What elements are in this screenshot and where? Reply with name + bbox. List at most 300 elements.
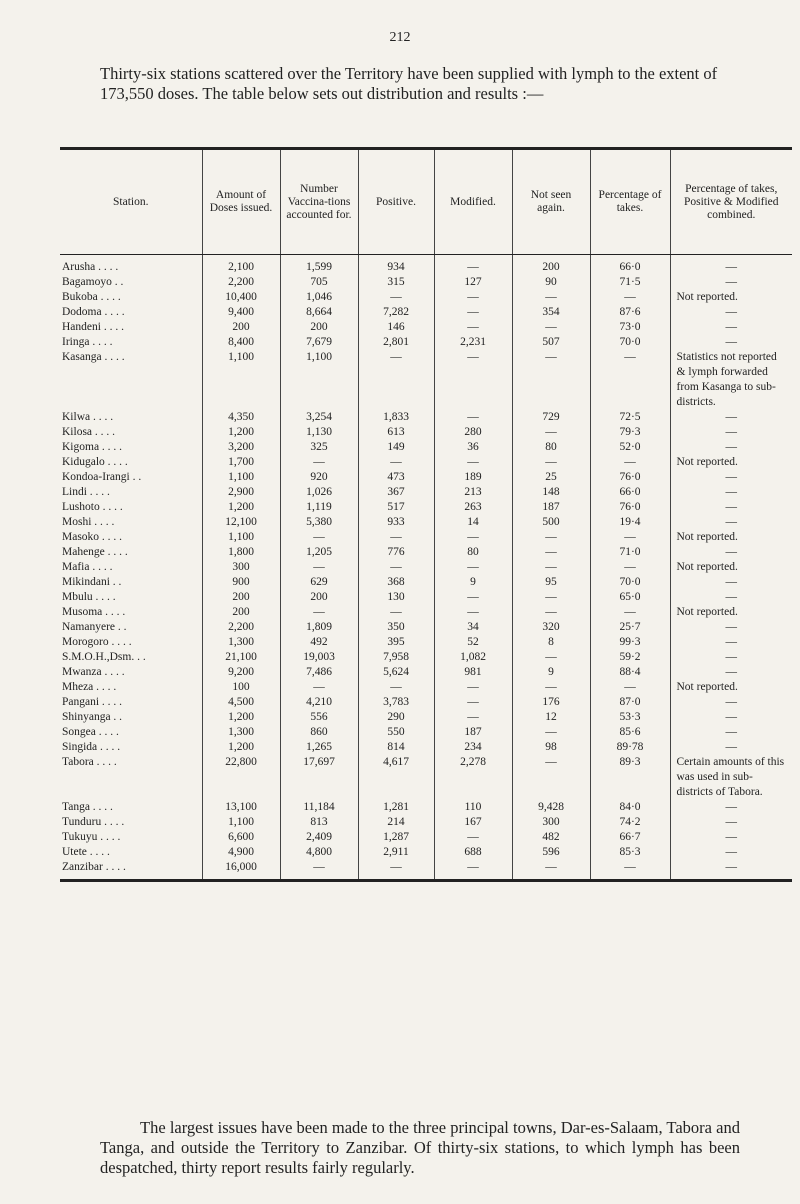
cell-percentage: 89·3 (590, 755, 670, 800)
cell-remarks: — (670, 800, 792, 815)
cell-not-seen: 596 (512, 845, 590, 860)
cell-not-seen: 80 (512, 440, 590, 455)
cell-positive: 395 (358, 635, 434, 650)
cell-station: Utete . . . . (62, 846, 110, 858)
table-row (60, 860, 792, 879)
cell-percentage: 76·0 (590, 470, 670, 485)
table-row (60, 305, 792, 320)
cell-modified: — (434, 290, 512, 305)
cell-modified: 14 (434, 515, 512, 530)
cell-modified: — (434, 590, 512, 605)
cell-modified: 34 (434, 620, 512, 635)
cell-vaccinations-accounted: 920 (280, 470, 358, 485)
cell-remarks: — (670, 815, 792, 830)
cell-vaccinations-accounted: 17,697 (280, 755, 358, 800)
cell-not-seen: 9,428 (512, 800, 590, 815)
cell-doses-issued: 200 (202, 320, 280, 335)
cell-percentage: — (590, 560, 670, 575)
cell-positive: 550 (358, 725, 434, 740)
cell-vaccinations-accounted: 200 (280, 590, 358, 605)
cell-doses-issued: 1,300 (202, 725, 280, 740)
table-row (60, 255, 792, 276)
cell-station: Songea . . . . (62, 726, 119, 738)
cell-modified: — (434, 680, 512, 695)
cell-remarks: — (670, 590, 792, 605)
cell-not-seen: 90 (512, 275, 590, 290)
cell-doses-issued: 9,200 (202, 665, 280, 680)
cell-modified: 52 (434, 635, 512, 650)
table-row (60, 320, 792, 335)
header-modified: Modified. (434, 150, 512, 255)
cell-station: Kidugalo . . . . (62, 456, 128, 468)
cell-vaccinations-accounted: 705 (280, 275, 358, 290)
cell-doses-issued: 1,200 (202, 500, 280, 515)
cell-remarks: Statistics not reported & lymph forwarded from Kasanga to sub-districts. (670, 350, 792, 410)
cell-remarks: — (670, 695, 792, 710)
cell-positive: — (358, 605, 434, 620)
cell-modified: — (434, 695, 512, 710)
cell-positive: — (358, 350, 434, 410)
cell-positive: 7,958 (358, 650, 434, 665)
cell-percentage: 89·78 (590, 740, 670, 755)
cell-percentage: 65·0 (590, 590, 670, 605)
cell-not-seen: 200 (512, 255, 590, 276)
cell-modified: 127 (434, 275, 512, 290)
cell-percentage: 87·6 (590, 305, 670, 320)
cell-positive: 350 (358, 620, 434, 635)
cell-positive: 7,282 (358, 305, 434, 320)
cell-not-seen: 729 (512, 410, 590, 425)
cell-percentage: 25·7 (590, 620, 670, 635)
cell-percentage: 85·6 (590, 725, 670, 740)
cell-modified: — (434, 320, 512, 335)
cell-doses-issued: 1,100 (202, 815, 280, 830)
cell-percentage: — (590, 530, 670, 545)
cell-not-seen: — (512, 560, 590, 575)
cell-vaccinations-accounted: — (280, 680, 358, 695)
header-doses-issued: Amount of Doses issued. (202, 150, 280, 255)
cell-modified: 688 (434, 845, 512, 860)
cell-doses-issued: 3,200 (202, 440, 280, 455)
cell-positive: 315 (358, 275, 434, 290)
cell-station: Kilosa . . . . (62, 426, 116, 438)
cell-station: Bukoba . . . . (62, 291, 121, 303)
vaccination-table (60, 150, 792, 879)
cell-doses-issued: 2,200 (202, 275, 280, 290)
cell-vaccinations-accounted: 1,809 (280, 620, 358, 635)
table-row (60, 590, 792, 605)
closing-paragraph: The largest issues have been made to the three principal towns, Dar-es-Salaam, Tabora and Tanga, and outside the Territory to Zanzibar. Of thirty-six stations, to which lymph has been despatched, thirty report results fairly regularly. (100, 1118, 740, 1177)
cell-vaccinations-accounted: 4,800 (280, 845, 358, 860)
cell-not-seen: 187 (512, 500, 590, 515)
header-vaccinations-accounted: Number Vaccina-tions accounted for. (280, 150, 358, 255)
cell-positive: 4,617 (358, 755, 434, 800)
cell-station: Lindi . . . . (62, 486, 110, 498)
cell-percentage: 99·3 (590, 635, 670, 650)
cell-remarks: Not reported. (670, 680, 792, 695)
cell-station: Tanga . . . . (62, 801, 113, 813)
cell-remarks: — (670, 425, 792, 440)
cell-remarks: — (670, 500, 792, 515)
cell-vaccinations-accounted: 1,046 (280, 290, 358, 305)
cell-remarks: — (670, 335, 792, 350)
cell-station: Masoko . . . . (62, 531, 123, 543)
cell-remarks: — (670, 255, 792, 276)
cell-vaccinations-accounted: 7,486 (280, 665, 358, 680)
cell-percentage: 71·0 (590, 545, 670, 560)
table-row (60, 440, 792, 455)
cell-remarks: Not reported. (670, 605, 792, 620)
cell-positive: 934 (358, 255, 434, 276)
cell-not-seen: — (512, 605, 590, 620)
cell-not-seen: 12 (512, 710, 590, 725)
cell-vaccinations-accounted: 7,679 (280, 335, 358, 350)
cell-station: Handeni . . . . (62, 321, 124, 333)
cell-remarks: — (670, 710, 792, 725)
header-positive: Positive. (358, 150, 434, 255)
cell-percentage: — (590, 455, 670, 470)
table-row (60, 455, 792, 470)
cell-doses-issued: 16,000 (202, 860, 280, 879)
cell-station: Lushoto . . . . (62, 501, 123, 513)
cell-station: Mheza . . . . (62, 681, 117, 693)
cell-percentage: 87·0 (590, 695, 670, 710)
cell-positive: — (358, 530, 434, 545)
cell-station: Bagamoyo . . (62, 276, 124, 288)
cell-vaccinations-accounted: 2,409 (280, 830, 358, 845)
cell-remarks: — (670, 410, 792, 425)
cell-modified: 189 (434, 470, 512, 485)
cell-positive: — (358, 860, 434, 879)
table-row (60, 500, 792, 515)
cell-station: Kasanga . . . . (62, 351, 125, 363)
cell-station: Mafia . . . . (62, 561, 113, 573)
cell-station: Dodoma . . . . (62, 306, 125, 318)
cell-remarks: — (670, 545, 792, 560)
cell-percentage: 72·5 (590, 410, 670, 425)
cell-vaccinations-accounted: 629 (280, 575, 358, 590)
cell-modified: 234 (434, 740, 512, 755)
cell-modified: — (434, 710, 512, 725)
cell-positive: 130 (358, 590, 434, 605)
cell-positive: 368 (358, 575, 434, 590)
table-row (60, 485, 792, 500)
table-row (60, 845, 792, 860)
cell-remarks: — (670, 485, 792, 500)
cell-remarks: Not reported. (670, 560, 792, 575)
cell-doses-issued: 1,200 (202, 710, 280, 725)
cell-doses-issued: 12,100 (202, 515, 280, 530)
cell-not-seen: 25 (512, 470, 590, 485)
cell-modified: 36 (434, 440, 512, 455)
table-row (60, 680, 792, 695)
cell-vaccinations-accounted: — (280, 530, 358, 545)
cell-modified: 263 (434, 500, 512, 515)
cell-remarks: — (670, 305, 792, 320)
cell-positive: 1,287 (358, 830, 434, 845)
cell-not-seen: 95 (512, 575, 590, 590)
cell-vaccinations-accounted: 200 (280, 320, 358, 335)
cell-positive: 214 (358, 815, 434, 830)
table-row (60, 725, 792, 740)
cell-percentage: 66·0 (590, 255, 670, 276)
cell-station: Kilwa . . . . (62, 411, 114, 423)
cell-remarks: — (670, 275, 792, 290)
cell-remarks: Not reported. (670, 290, 792, 305)
cell-not-seen: — (512, 545, 590, 560)
cell-station: Mbulu . . . . (62, 591, 116, 603)
cell-not-seen: — (512, 350, 590, 410)
cell-vaccinations-accounted: 1,265 (280, 740, 358, 755)
cell-percentage: 71·5 (590, 275, 670, 290)
cell-percentage: 53·3 (590, 710, 670, 725)
cell-percentage: 84·0 (590, 800, 670, 815)
cell-vaccinations-accounted: 1,100 (280, 350, 358, 410)
cell-modified: — (434, 605, 512, 620)
cell-not-seen: 507 (512, 335, 590, 350)
intro-paragraph: Thirty-six stations scattered over the Territory have been supplied with lymph to the extent of 173,550 doses. The table below sets out distribution and results :— (100, 64, 718, 103)
cell-remarks: — (670, 740, 792, 755)
cell-doses-issued: 2,900 (202, 485, 280, 500)
cell-not-seen: — (512, 320, 590, 335)
cell-vaccinations-accounted: — (280, 560, 358, 575)
cell-not-seen: 98 (512, 740, 590, 755)
cell-remarks: — (670, 470, 792, 485)
cell-modified: — (434, 860, 512, 879)
cell-positive: 613 (358, 425, 434, 440)
cell-modified: 2,278 (434, 755, 512, 800)
cell-percentage: 73·0 (590, 320, 670, 335)
cell-doses-issued: 100 (202, 680, 280, 695)
cell-vaccinations-accounted: 860 (280, 725, 358, 740)
cell-station: Tukuyu . . . . (62, 831, 121, 843)
cell-modified: — (434, 255, 512, 276)
cell-doses-issued: 4,900 (202, 845, 280, 860)
cell-modified: 280 (434, 425, 512, 440)
cell-remarks: — (670, 320, 792, 335)
cell-positive: 517 (358, 500, 434, 515)
cell-percentage: — (590, 860, 670, 879)
cell-vaccinations-accounted: 4,210 (280, 695, 358, 710)
cell-remarks: — (670, 620, 792, 635)
cell-doses-issued: 13,100 (202, 800, 280, 815)
cell-station: Zanzibar . . . . (62, 861, 126, 873)
cell-not-seen: — (512, 725, 590, 740)
cell-not-seen: — (512, 650, 590, 665)
table-row (60, 335, 792, 350)
cell-modified: 80 (434, 545, 512, 560)
cell-positive: — (358, 560, 434, 575)
cell-station: Mwanza . . . . (62, 666, 125, 678)
cell-modified: 1,082 (434, 650, 512, 665)
cell-percentage: 88·4 (590, 665, 670, 680)
table-row (60, 515, 792, 530)
cell-station: Tunduru . . . . (62, 816, 125, 828)
cell-doses-issued: 4,350 (202, 410, 280, 425)
cell-doses-issued: 9,400 (202, 305, 280, 320)
cell-doses-issued: 1,100 (202, 350, 280, 410)
cell-percentage: 76·0 (590, 500, 670, 515)
cell-positive: — (358, 680, 434, 695)
cell-modified: 9 (434, 575, 512, 590)
table-row (60, 470, 792, 485)
vaccination-table-wrapper (60, 147, 792, 882)
cell-not-seen: — (512, 455, 590, 470)
cell-vaccinations-accounted: 1,026 (280, 485, 358, 500)
table-row (60, 815, 792, 830)
cell-modified: 110 (434, 800, 512, 815)
cell-percentage: 59·2 (590, 650, 670, 665)
header-station: Station. (60, 150, 202, 255)
cell-not-seen: 482 (512, 830, 590, 845)
cell-positive: 1,281 (358, 800, 434, 815)
table-row (60, 740, 792, 755)
cell-vaccinations-accounted: — (280, 455, 358, 470)
cell-percentage: 66·7 (590, 830, 670, 845)
cell-modified: — (434, 350, 512, 410)
cell-percentage: — (590, 290, 670, 305)
cell-remarks: Not reported. (670, 530, 792, 545)
table-row (60, 545, 792, 560)
cell-positive: 3,783 (358, 695, 434, 710)
cell-vaccinations-accounted: 3,254 (280, 410, 358, 425)
cell-not-seen: — (512, 530, 590, 545)
cell-modified: 167 (434, 815, 512, 830)
table-row (60, 275, 792, 290)
cell-vaccinations-accounted: 11,184 (280, 800, 358, 815)
cell-remarks: Not reported. (670, 455, 792, 470)
cell-not-seen: — (512, 860, 590, 879)
page-number: 212 (389, 30, 411, 45)
cell-positive: 5,624 (358, 665, 434, 680)
cell-station: Tabora . . . . (62, 756, 117, 768)
cell-remarks: — (670, 830, 792, 845)
cell-not-seen: 500 (512, 515, 590, 530)
header-not-seen-again: Not seen again. (512, 150, 590, 255)
table-header-row (60, 150, 792, 255)
cell-station: Moshi . . . . (62, 516, 115, 528)
cell-station: Mahenge . . . . (62, 546, 128, 558)
cell-positive: 149 (358, 440, 434, 455)
cell-vaccinations-accounted: 325 (280, 440, 358, 455)
cell-station: Mikindani . . (62, 576, 122, 588)
cell-not-seen: 148 (512, 485, 590, 500)
table-row (60, 605, 792, 620)
cell-positive: — (358, 290, 434, 305)
table-row (60, 635, 792, 650)
cell-positive: 933 (358, 515, 434, 530)
table-row (60, 755, 792, 800)
cell-positive: — (358, 455, 434, 470)
cell-not-seen: 9 (512, 665, 590, 680)
cell-remarks: Certain amounts of this was used in sub-districts of Tabora. (670, 755, 792, 800)
table-body (60, 255, 792, 880)
cell-doses-issued: 1,800 (202, 545, 280, 560)
cell-station: Iringa . . . . (62, 336, 113, 348)
table-row (60, 830, 792, 845)
cell-doses-issued: 1,300 (202, 635, 280, 650)
cell-vaccinations-accounted: 1,119 (280, 500, 358, 515)
cell-remarks: — (670, 665, 792, 680)
cell-not-seen: 176 (512, 695, 590, 710)
cell-vaccinations-accounted: 556 (280, 710, 358, 725)
cell-percentage: 79·3 (590, 425, 670, 440)
table-row (60, 425, 792, 440)
cell-positive: 290 (358, 710, 434, 725)
cell-percentage: — (590, 350, 670, 410)
cell-doses-issued: 4,500 (202, 695, 280, 710)
cell-remarks: — (670, 860, 792, 879)
cell-not-seen: — (512, 755, 590, 800)
cell-positive: 2,911 (358, 845, 434, 860)
cell-modified: 187 (434, 725, 512, 740)
cell-not-seen: — (512, 290, 590, 305)
cell-percentage: — (590, 605, 670, 620)
table-row (60, 575, 792, 590)
cell-vaccinations-accounted: 8,664 (280, 305, 358, 320)
cell-vaccinations-accounted: 1,130 (280, 425, 358, 440)
cell-vaccinations-accounted: 813 (280, 815, 358, 830)
cell-positive: 2,801 (358, 335, 434, 350)
cell-remarks: — (670, 440, 792, 455)
cell-doses-issued: 1,200 (202, 425, 280, 440)
table-row (60, 560, 792, 575)
cell-station: Musoma . . . . (62, 606, 126, 618)
cell-doses-issued: 21,100 (202, 650, 280, 665)
cell-modified: — (434, 455, 512, 470)
table-row (60, 620, 792, 635)
cell-not-seen: 300 (512, 815, 590, 830)
cell-not-seen: — (512, 680, 590, 695)
cell-doses-issued: 1,200 (202, 740, 280, 755)
cell-station: Kondoa-Irangi . . (62, 471, 142, 483)
cell-doses-issued: 300 (202, 560, 280, 575)
cell-positive: 814 (358, 740, 434, 755)
cell-vaccinations-accounted: 492 (280, 635, 358, 650)
table-row (60, 650, 792, 665)
cell-vaccinations-accounted: 1,599 (280, 255, 358, 276)
table-row (60, 800, 792, 815)
cell-modified: — (434, 410, 512, 425)
cell-doses-issued: 1,100 (202, 530, 280, 545)
cell-positive: 146 (358, 320, 434, 335)
cell-vaccinations-accounted: 5,380 (280, 515, 358, 530)
cell-positive: 1,833 (358, 410, 434, 425)
cell-modified: 2,231 (434, 335, 512, 350)
cell-not-seen: 320 (512, 620, 590, 635)
cell-station: Shinyanga . . (62, 711, 123, 723)
cell-remarks: — (670, 725, 792, 740)
cell-positive: 367 (358, 485, 434, 500)
cell-station: Arusha . . . . (62, 261, 119, 273)
cell-remarks: — (670, 650, 792, 665)
cell-doses-issued: 200 (202, 605, 280, 620)
cell-modified: — (434, 530, 512, 545)
cell-vaccinations-accounted: — (280, 605, 358, 620)
table-row (60, 350, 792, 410)
cell-percentage: — (590, 680, 670, 695)
cell-doses-issued: 10,400 (202, 290, 280, 305)
table-row (60, 530, 792, 545)
cell-modified: — (434, 305, 512, 320)
cell-modified: 981 (434, 665, 512, 680)
cell-vaccinations-accounted: 19,003 (280, 650, 358, 665)
cell-doses-issued: 2,100 (202, 255, 280, 276)
cell-percentage: 66·0 (590, 485, 670, 500)
cell-not-seen: 8 (512, 635, 590, 650)
cell-not-seen: — (512, 590, 590, 605)
cell-not-seen: 354 (512, 305, 590, 320)
